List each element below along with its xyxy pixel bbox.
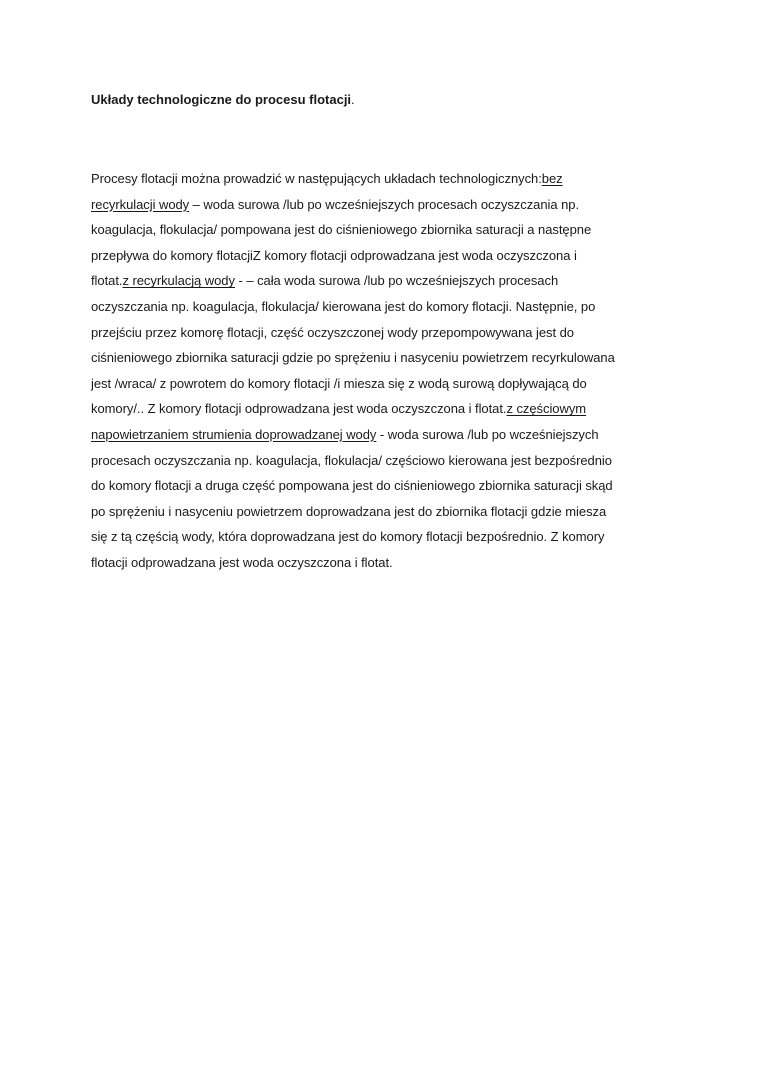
underlined-heading-fragment: z recyrkulacją wody — [122, 273, 235, 289]
document-title-period: . — [351, 92, 355, 107]
text-line — [91, 345, 621, 371]
text-fragment: komory/.. Z komory flotacji odprowadzana jest woda oczyszczona i flotat. — [91, 401, 507, 417]
text-line — [91, 422, 621, 448]
text-line — [91, 294, 621, 320]
text-fragment: przejściu przez komorę flotacji, część oczyszczonej wody przepompowywana jest do — [91, 324, 574, 340]
text-fragment: ciśnieniowego zbiornika saturacji gdzie po sprężeniu i nasyceniu powietrzem recyrkulowana — [91, 350, 615, 366]
text-line — [91, 192, 621, 218]
text-fragment: jest /wraca/ z powrotem do komory flotacji /i miesza się z wodą surową dopływającą do — [91, 375, 587, 391]
underlined-heading-fragment: recyrkulacji wody — [91, 196, 190, 212]
text-line — [91, 448, 621, 474]
text-line — [91, 320, 621, 346]
text-fragment: koagulacja, flokulacja/ pompowana jest do ciśnieniowego zbiornika saturacji a następne — [91, 222, 592, 238]
text-fragment: procesach oczyszczania np. koagulacja, flokulacja/ częściowo kierowana jest bezpośrednio — [91, 452, 612, 468]
text-fragment: przepływa do komory flotacjiZ komory flotacji odprowadzana jest woda oczyszczona i — [91, 247, 577, 263]
underlined-heading-fragment: bez — [541, 171, 563, 186]
text-fragment: - woda surowa /lub po wcześniejszych — [376, 426, 599, 442]
text-line — [91, 166, 621, 192]
text-fragment: - – cała woda surowa /lub po wcześniejszych procesach — [234, 273, 559, 289]
text-line — [91, 550, 621, 576]
text-line — [91, 499, 621, 525]
text-fragment: Procesy flotacji można prowadzić w następujących układach technologicznych: — [91, 171, 542, 186]
document-body-paragraph — [91, 166, 621, 576]
text-line — [91, 268, 621, 294]
text-fragment: oczyszczania np. koagulacja, flokulacja/ kierowana jest do komory flotacji. Następnie, po — [91, 298, 596, 314]
text-fragment: – woda surowa /lub po wcześniejszych procesach oczyszczania np. — [189, 196, 580, 212]
document-title-text: Układy technologiczne do procesu flotacji — [91, 92, 352, 107]
text-line — [91, 217, 621, 243]
text-fragment: flotacji odprowadzana jest woda oczyszczona i flotat. — [91, 554, 393, 570]
text-fragment: po sprężeniu i nasyceniu powietrzem doprowadzana jest do zbiornika flotacji gdzie miesza — [91, 503, 607, 519]
text-line — [91, 396, 621, 422]
text-fragment: flotat. — [91, 273, 123, 289]
text-fragment: do komory flotacji a druga część pompowana jest do ciśnieniowego zbiornika saturacji skąd — [91, 478, 613, 494]
text-line — [91, 243, 621, 269]
document-title — [91, 91, 691, 109]
text-line — [91, 473, 621, 499]
text-line — [91, 524, 621, 550]
text-fragment: się z tą częścią wody, która doprowadzana jest do komory flotacji bezpośrednio. Z komory — [91, 529, 605, 545]
underlined-heading-fragment: napowietrzaniem strumienia doprowadzanej wody — [91, 426, 377, 442]
text-line — [91, 371, 621, 397]
underlined-heading-fragment: z częściowym — [506, 401, 587, 417]
